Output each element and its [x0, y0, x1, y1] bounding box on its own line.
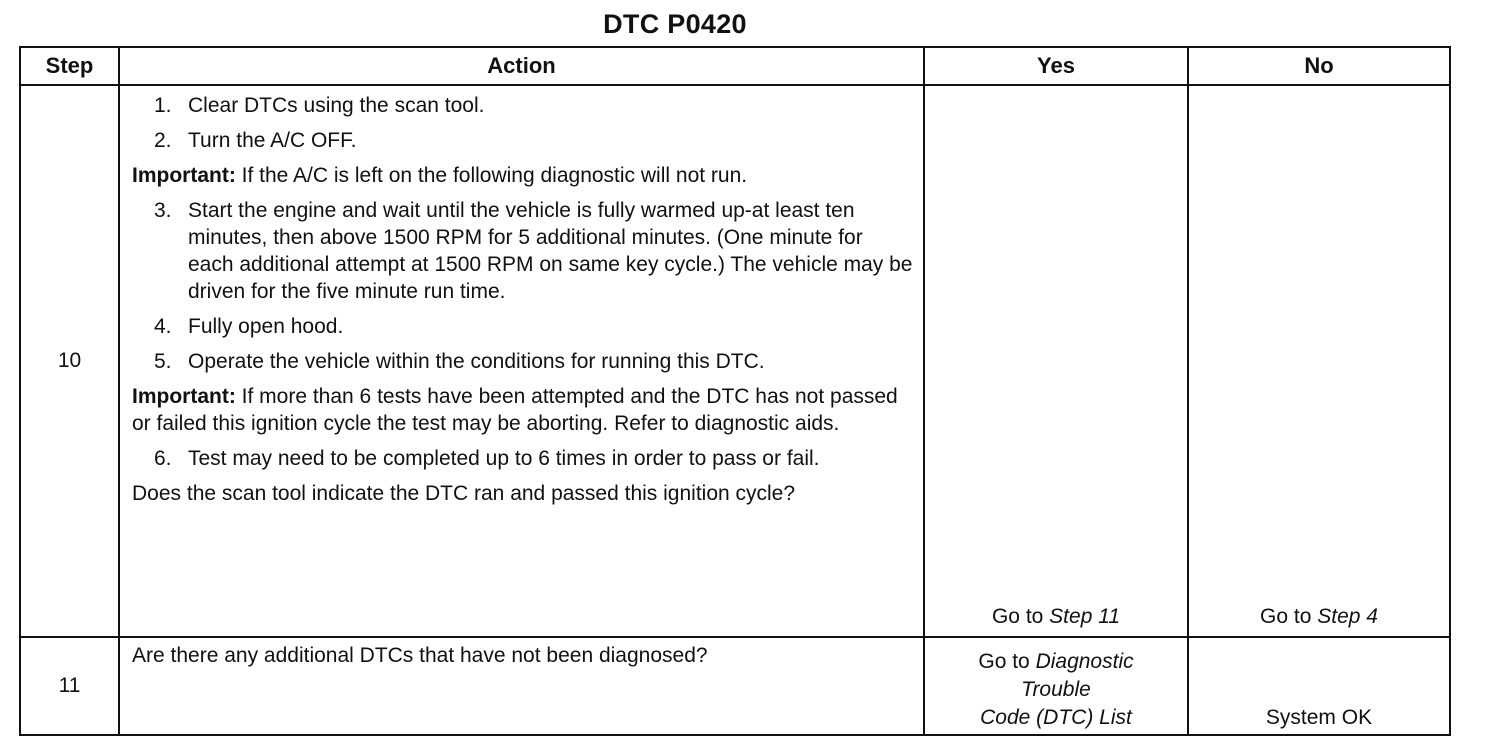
step-question: Does the scan tool indicate the DTC ran and passed this ignition cycle? — [132, 482, 796, 505]
step-question: Are there any additional DTCs that have not been diagnosed? — [132, 644, 708, 667]
action-step: 5. Operate the vehicle within the conditions for running this DTC. — [154, 350, 765, 373]
no-result: System OK — [1188, 637, 1450, 735]
header-yes: Yes — [924, 47, 1188, 85]
action-cell — [119, 637, 924, 735]
important-text: If the A/C is left on the following diagnostic will not run. — [235, 164, 748, 187]
action-cell — [119, 85, 924, 637]
yes-result: Go to Step 11 — [924, 85, 1188, 637]
action-step: 1. Clear DTCs using the scan tool. — [154, 94, 485, 117]
important-label: Important: — [132, 164, 236, 187]
step-number: 11 — [20, 637, 119, 735]
header-action: Action — [119, 47, 924, 85]
important-note — [132, 162, 913, 189]
important-text: If more than 6 tests have been attempted and the DTC has not passed or failed this ignition cycle the test may be aborting. Refer to diagnostic aids. — [132, 385, 898, 435]
yes-dtc-list-link[interactable]: Diagnostic — [1035, 650, 1134, 673]
action-step: 2. Turn the A/C OFF. — [154, 129, 357, 152]
action-step: 4. Fully open hood. — [154, 315, 344, 338]
yes-result: Go to Diagnostic Trouble Code (DTC) List — [924, 637, 1188, 735]
step-number: 10 — [20, 85, 119, 637]
page-title: DTC P0420 — [603, 9, 747, 39]
table-header-row — [20, 47, 1450, 85]
no-result: Go to Step 4 — [1188, 85, 1450, 637]
important-note — [132, 383, 913, 437]
no-step-link[interactable]: Step 4 — [1317, 605, 1378, 628]
action-step: 3. Start the engine and wait until the vehicle is fully warmed up-at least ten minutes, then above 1500 RPM for 5 additional minutes. (One minute for each additional attempt at 1500 RPM on same key cycle.) The vehicle may be driven for the five minute run time. — [154, 199, 913, 303]
yes-step-link[interactable]: Step 11 — [1049, 605, 1121, 628]
diagnostic-table — [19, 46, 1451, 736]
table-row — [20, 85, 1450, 637]
header-step: Step — [20, 47, 119, 85]
action-step: 6. Test may need to be completed up to 6 times in order to pass or fail. — [154, 447, 820, 470]
header-no: No — [1188, 47, 1450, 85]
important-label: Important: — [132, 385, 236, 408]
table-row — [20, 637, 1450, 735]
